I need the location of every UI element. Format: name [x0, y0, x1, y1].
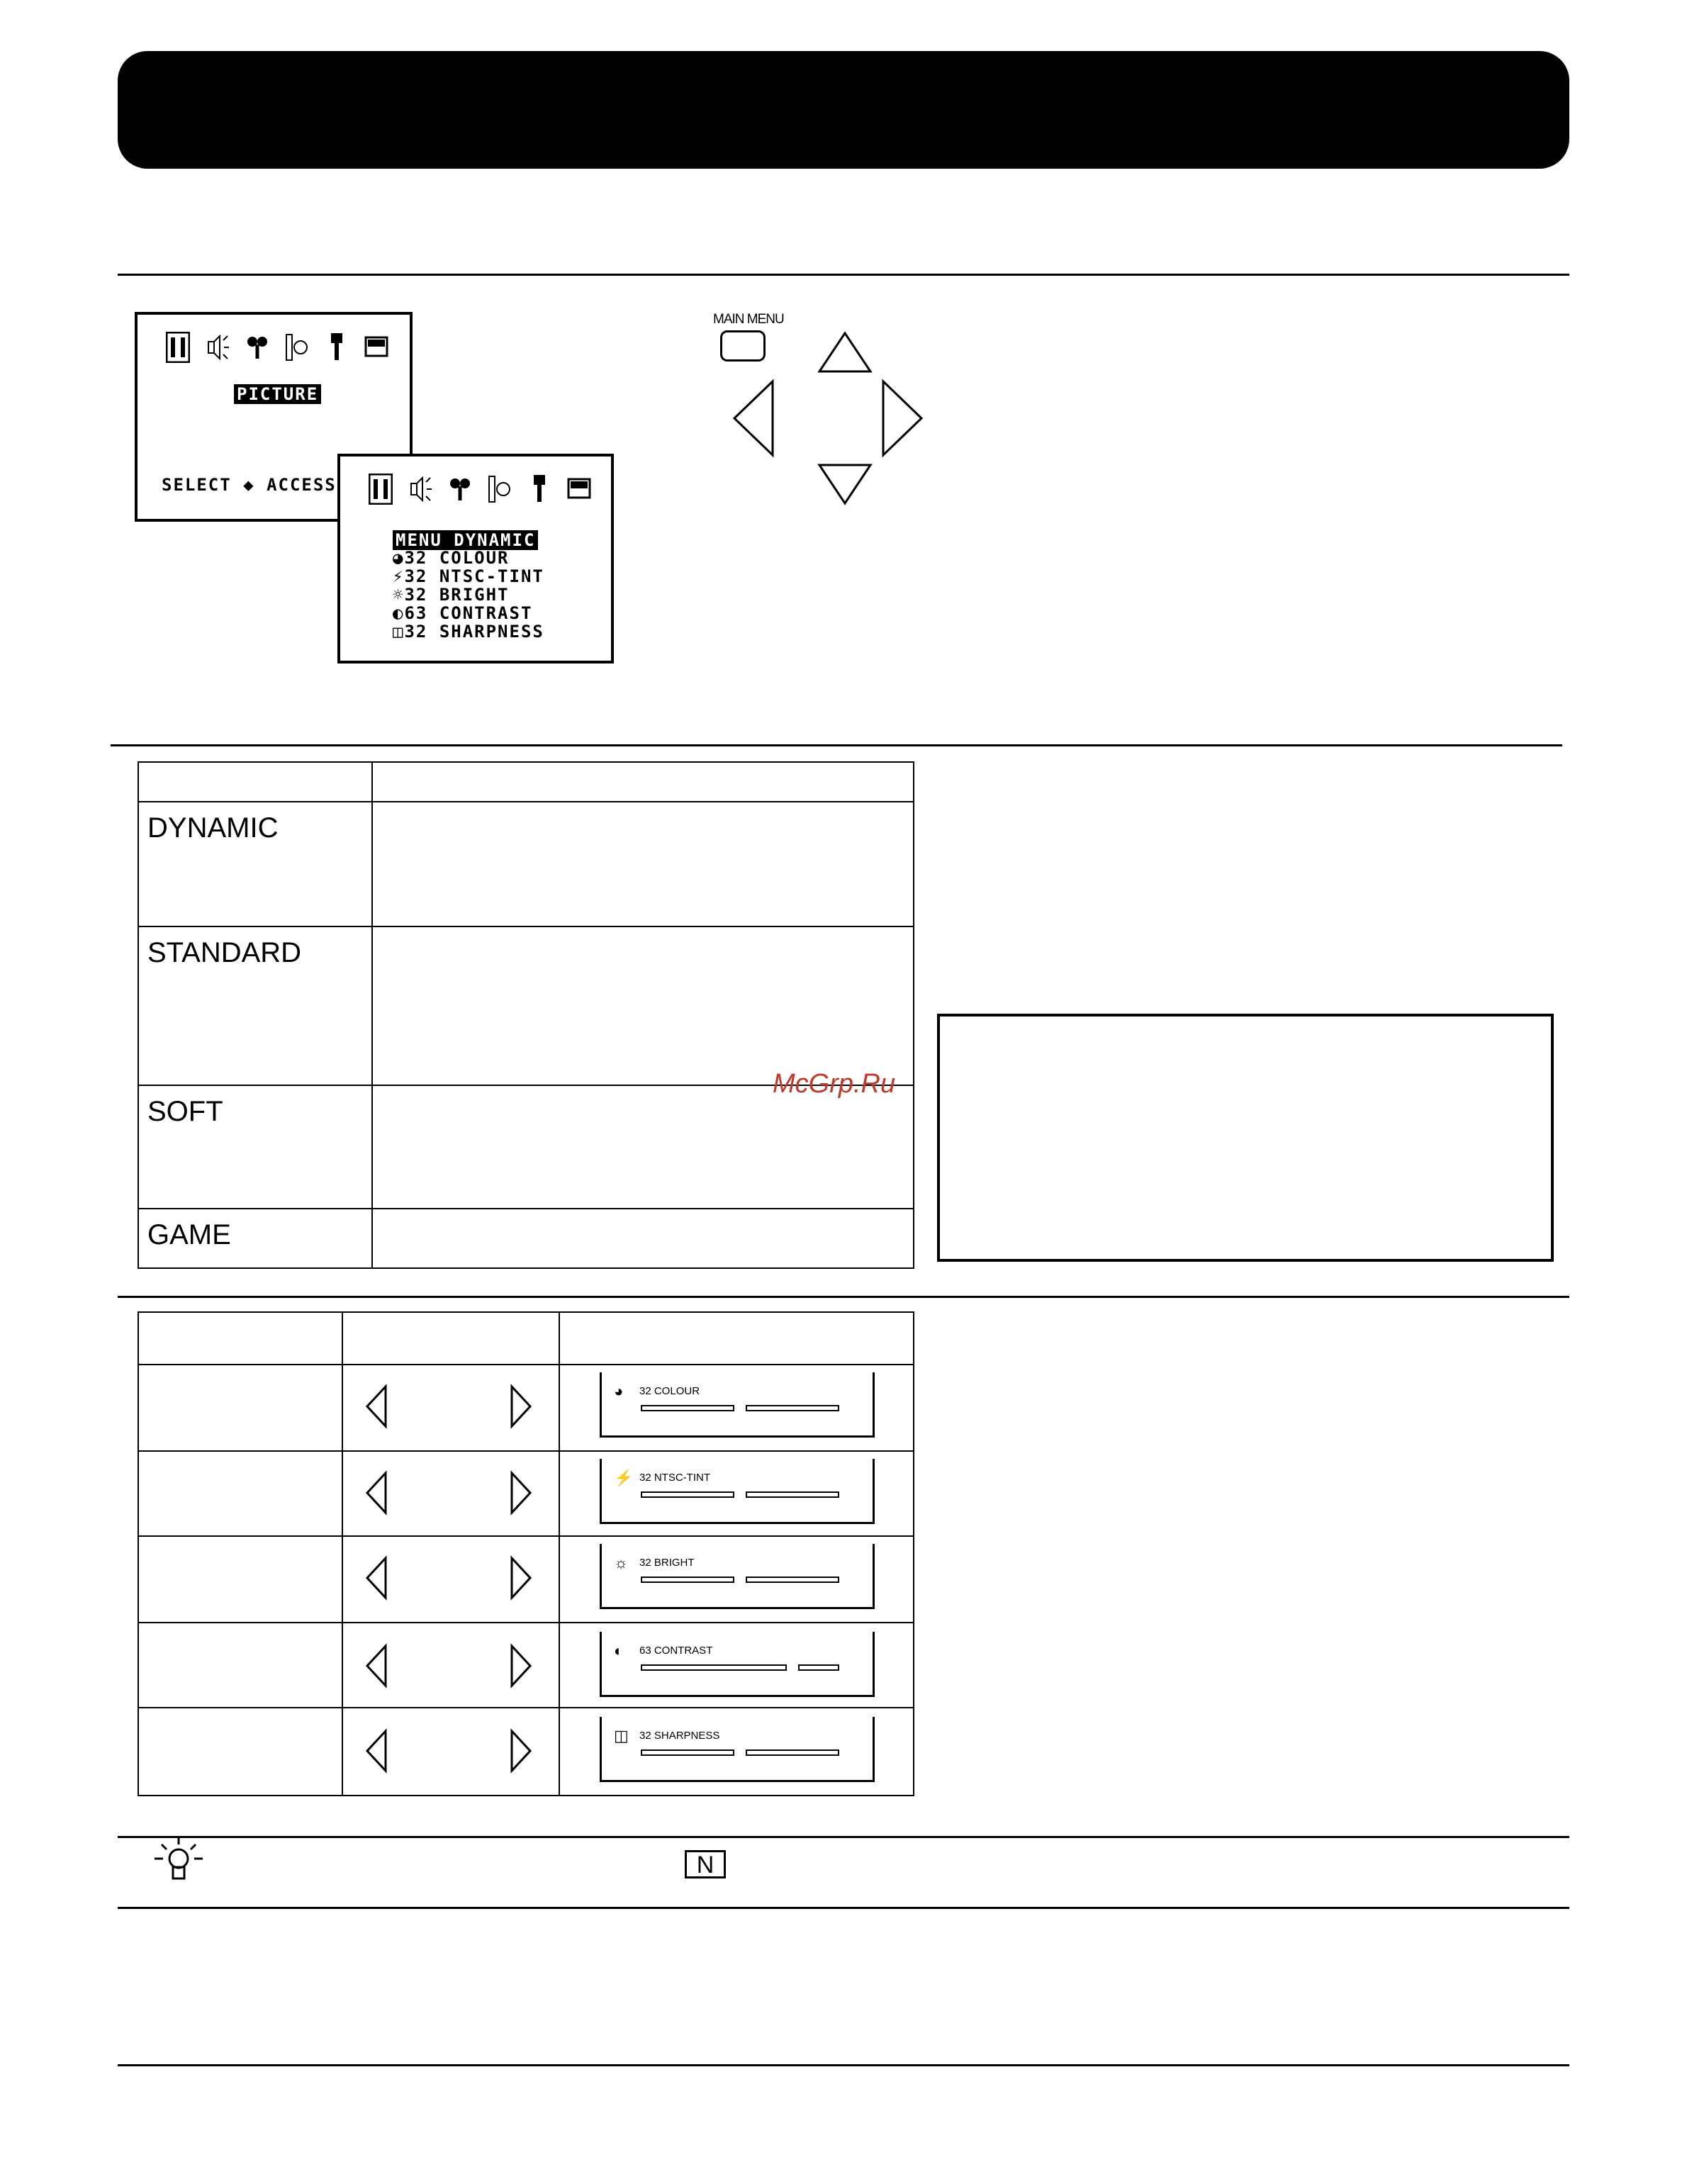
level-bar-left — [641, 1664, 787, 1671]
osd-item-colour: ◕32 COLOUR — [393, 548, 510, 568]
osd-bar-label: 32 NTSC-TINT — [639, 1472, 711, 1484]
adjust-arrows — [354, 1552, 539, 1616]
tip-bulb-icon — [152, 1835, 206, 1891]
level-bar-right — [746, 1491, 839, 1498]
tools-icon — [245, 332, 269, 363]
colour-icon: ◕ — [614, 1382, 624, 1400]
left-arrow-icon[interactable] — [734, 381, 773, 455]
sharpness-icon: ◫ — [614, 1727, 629, 1745]
osd-bar-label: 32 COLOUR — [639, 1385, 700, 1397]
setup-icon — [488, 474, 512, 505]
level-bar-right — [746, 1405, 839, 1411]
left-arrow-icon — [367, 1558, 386, 1598]
tint-icon: ⚡ — [614, 1469, 634, 1486]
right-arrow-icon[interactable] — [883, 381, 921, 455]
mode-game: GAME — [138, 1209, 372, 1268]
left-arrow-icon — [367, 1646, 386, 1686]
level-bar-left — [641, 1749, 734, 1756]
osd-bar-label: 32 BRIGHT — [639, 1557, 695, 1569]
mode-value: DYNAMIC — [454, 530, 536, 550]
osd-icon-row — [369, 474, 591, 505]
header-banner — [118, 51, 1569, 169]
picture-icon — [369, 474, 393, 505]
osd-bar-label: 32 SHARPNESS — [639, 1730, 720, 1742]
adjust-arrows — [354, 1725, 539, 1789]
bright-icon: ☼ — [614, 1554, 629, 1572]
level-bar-left — [641, 1577, 734, 1583]
osd-item-list — [393, 549, 544, 641]
level-bar-right — [798, 1664, 839, 1671]
divider — [118, 274, 1569, 276]
up-arrow-icon[interactable] — [819, 333, 870, 371]
picture-modes-table — [138, 761, 914, 1269]
left-arrow-icon — [367, 1473, 386, 1513]
sound-icon — [206, 332, 230, 363]
osd-bar-label: 63 CONTRAST — [639, 1645, 713, 1657]
level-bar-left — [641, 1491, 734, 1498]
menu-label: MENU — [396, 530, 442, 550]
osd-item-bright: ☼32 BRIGHT — [393, 585, 510, 605]
osd-picture-menu — [337, 454, 614, 663]
level-bar-left — [641, 1405, 734, 1411]
osd-item-sharpness: ◫32 SHARPNESS — [393, 622, 544, 642]
mode-dynamic: DYNAMIC — [138, 802, 372, 926]
osd-icon-row — [166, 332, 388, 363]
divider — [111, 744, 1562, 746]
divider — [118, 1907, 1569, 1909]
level-bar-right — [746, 1749, 839, 1756]
divider — [118, 1296, 1569, 1298]
watermark: McGrp.Ru — [773, 1069, 896, 1099]
mode-soft: SOFT — [138, 1085, 372, 1209]
right-arrow-icon — [512, 1473, 530, 1513]
tools-icon — [448, 474, 472, 505]
right-arrow-icon — [512, 1387, 530, 1426]
arrows-icon: ◆ — [243, 475, 255, 495]
down-arrow-icon[interactable] — [819, 465, 870, 503]
setup-icon — [285, 332, 309, 363]
remote-arrow-keys — [723, 326, 950, 512]
divider — [118, 1836, 1569, 1838]
pip-icon — [364, 332, 388, 363]
main-menu-label: MAIN MENU — [713, 312, 784, 327]
note-box — [937, 1014, 1554, 1262]
n-key — [685, 1850, 726, 1878]
left-arrow-icon — [367, 1731, 386, 1771]
adjust-arrows — [354, 1381, 539, 1445]
adjust-arrows — [354, 1467, 539, 1531]
right-arrow-icon — [512, 1731, 530, 1771]
access-hint: ACCESS — [267, 475, 337, 495]
mode-standard: STANDARD — [138, 926, 372, 1085]
level-bar-right — [746, 1577, 839, 1583]
picture-icon — [166, 332, 190, 363]
right-arrow-icon — [512, 1558, 530, 1598]
contrast-icon: ◐ — [614, 1642, 624, 1659]
menu-mode-row — [393, 530, 538, 550]
osd-item-tint: ⚡32 NTSC-TINT — [393, 566, 544, 586]
plug-icon — [527, 474, 551, 505]
divider — [118, 2064, 1569, 2066]
adjust-arrows — [354, 1640, 539, 1704]
right-arrow-icon — [512, 1646, 530, 1686]
osd-item-contrast: ◐63 CONTRAST — [393, 603, 533, 623]
sound-icon — [408, 474, 432, 505]
n-key-label: N — [696, 1852, 714, 1878]
select-hint: SELECT — [162, 475, 232, 495]
plug-icon — [325, 332, 349, 363]
osd-title: PICTURE — [234, 384, 321, 404]
pip-icon — [567, 474, 591, 505]
left-arrow-icon — [367, 1387, 386, 1426]
